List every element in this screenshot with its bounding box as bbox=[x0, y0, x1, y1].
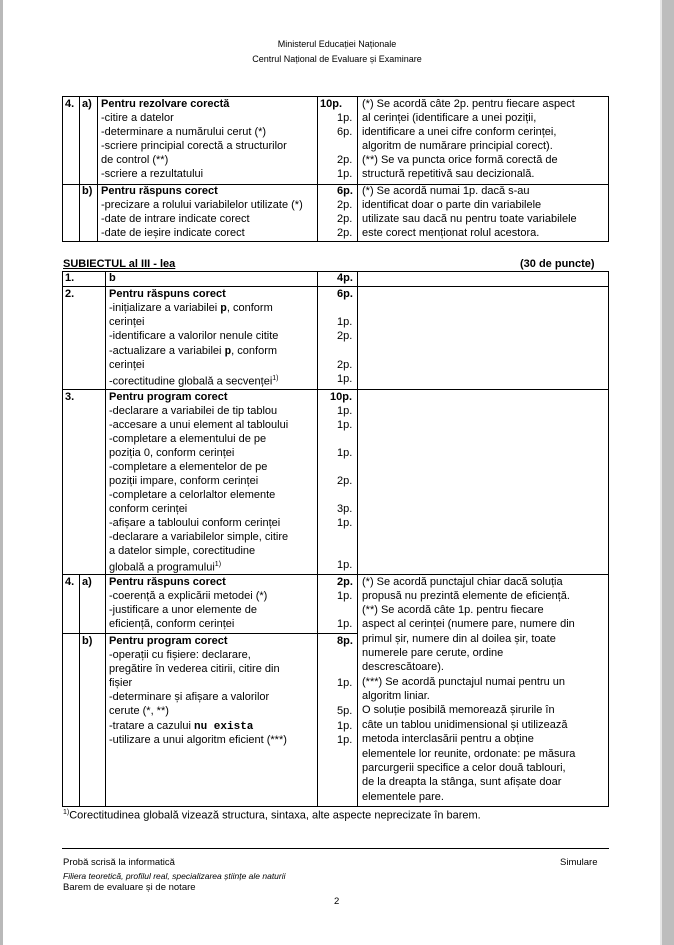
row-sub: a) bbox=[82, 98, 92, 110]
criterion-text bbox=[109, 301, 273, 316]
criterion-points: 1p. bbox=[337, 419, 353, 431]
criterion-text: -determinare și afișare a valorilor bbox=[109, 691, 270, 703]
criterion-points: 2p. bbox=[337, 199, 353, 211]
answer-points: 4p. bbox=[337, 272, 353, 284]
criterion-part: , conform bbox=[226, 302, 273, 314]
note-line: primul șir, numere din al doilea șir, toate bbox=[362, 633, 556, 645]
note-line: utilizate sau dacă nu pentru toate variabilele bbox=[362, 213, 577, 225]
criterion-text: -afișare a tabloului conform cerinței bbox=[109, 517, 281, 529]
footnote-mark: 1) bbox=[63, 809, 70, 816]
criterion-text: -completare a elementului de pe bbox=[109, 433, 267, 445]
page-border-left bbox=[0, 0, 3, 945]
item-title-points: 10p. bbox=[330, 391, 353, 403]
item-title: Pentru răspuns corect bbox=[109, 288, 226, 300]
note-line: O soluție posibilă memorează șirurile în bbox=[362, 704, 555, 716]
criterion-text: -declarare a variabilei de tip tablou bbox=[109, 405, 278, 417]
criterion-text: de control (**) bbox=[101, 154, 169, 166]
criterion-points: 1p. bbox=[337, 734, 353, 746]
criterion-text: -operații cu fișiere: declarare, bbox=[109, 649, 251, 661]
note-line: algoritm de numărare principial corect). bbox=[362, 140, 553, 152]
row-number: 4. bbox=[65, 576, 75, 588]
footer-session: Simulare bbox=[560, 857, 598, 868]
row-sub: a) bbox=[82, 576, 92, 588]
criterion-text: -declarare a variabilelor simple, citire bbox=[109, 531, 289, 543]
note-line: identificat doar o parte din variabilele bbox=[362, 199, 542, 211]
criterion-points: 2p. bbox=[337, 213, 353, 225]
footnote bbox=[63, 806, 481, 823]
criterion-text: a datelor simple, corectitudine bbox=[109, 545, 256, 557]
criterion-points: 1p. bbox=[337, 677, 353, 689]
criterion-text: -completare a elementelor de pe bbox=[109, 461, 268, 473]
row-sub: b) bbox=[82, 185, 93, 197]
criterion-text: cerute (*, **) bbox=[109, 705, 169, 717]
note-line: câte un tablou unidimensional și utilizează bbox=[362, 719, 568, 731]
criterion-points: 1p. bbox=[337, 373, 353, 385]
criterion-part: , conform bbox=[231, 345, 278, 357]
note-line: identificare a unei cifre conform cerinței, bbox=[362, 126, 557, 138]
note-line: (**) Se acordă câte 1p. pentru fiecare bbox=[362, 604, 544, 616]
note-line: aspect al cerinței (numere pare, numere din bbox=[362, 618, 575, 630]
criterion-text: -accesare a unui element al tabloului bbox=[109, 419, 289, 431]
criterion-part: globală a programului bbox=[109, 561, 215, 574]
criterion-points: 1p. bbox=[337, 517, 353, 529]
item-title-points: 6p. bbox=[337, 288, 353, 300]
item-title-points: 2p. bbox=[337, 576, 353, 588]
criterion-text: -determinare a numărului cerut (*) bbox=[101, 126, 267, 138]
note-line: propusă nu prezintă elemente de eficiență. bbox=[362, 590, 570, 602]
note-line: (**) Se va puncta orice formă corectă de bbox=[362, 154, 558, 166]
criterion-text: -scriere principial corectă a structurilor bbox=[101, 140, 287, 152]
criterion-text: -completare a celorlaltor elemente bbox=[109, 489, 276, 501]
subject-title: SUBIECTUL al III - lea bbox=[63, 258, 176, 270]
criterion-points: 1p. bbox=[337, 720, 353, 732]
criterion-points: 3p. bbox=[337, 503, 353, 515]
criterion-text: -identificare a valorilor nenule citite bbox=[109, 330, 279, 342]
note-line: (*) Se acordă numai 1p. dacă s-au bbox=[362, 185, 530, 197]
criterion-text: -justificare a unor elemente de bbox=[109, 604, 257, 616]
criterion-text bbox=[109, 558, 221, 575]
note-line: descrescătoare). bbox=[362, 661, 444, 673]
item-title: Pentru răspuns corect bbox=[109, 576, 226, 588]
criterion-points: 1p. bbox=[337, 316, 353, 328]
item-title: Pentru răspuns corect bbox=[101, 185, 218, 197]
footnote-ref: 1) bbox=[214, 561, 222, 568]
criterion-text: -precizare a rolului variabilelor utilizate (*) bbox=[101, 199, 303, 211]
item-title-points: 10p. bbox=[320, 98, 343, 110]
criterion-part: -inițializare a variabilei bbox=[109, 302, 221, 314]
criterion-text: eficiență, conform cerinței bbox=[109, 618, 235, 630]
criterion-points: 1p. bbox=[337, 168, 353, 180]
criterion-text: -scriere a rezultatului bbox=[101, 168, 204, 180]
criterion-points: 2p. bbox=[337, 154, 353, 166]
criterion-text: -coerență a explicării metodei (*) bbox=[109, 590, 268, 602]
footer-rule bbox=[62, 848, 609, 849]
item-title: Pentru program corect bbox=[109, 391, 228, 403]
code-literal: nu exista bbox=[193, 721, 254, 733]
criterion-text bbox=[109, 344, 277, 359]
code-var: p bbox=[224, 346, 232, 358]
item-title: Pentru program corect bbox=[109, 635, 228, 647]
subject-points: (30 de puncte) bbox=[520, 258, 595, 270]
criterion-text: poziții impare, conform cerinței bbox=[109, 475, 259, 487]
note-line: parcurgerii specifice a celor două tablouri, bbox=[362, 762, 566, 774]
criterion-part: -tratare a cazului bbox=[109, 720, 194, 732]
criterion-points: 2p. bbox=[337, 359, 353, 371]
note-line: numerele pare cerute, ordine bbox=[362, 647, 504, 659]
criterion-part: -actualizare a variabilei bbox=[109, 345, 225, 357]
criterion-points: 1p. bbox=[337, 590, 353, 602]
criterion-text bbox=[109, 372, 279, 389]
criterion-points: 6p. bbox=[337, 126, 353, 138]
item-title: Pentru rezolvare corectă bbox=[101, 98, 230, 110]
criterion-text: cerinței bbox=[109, 359, 145, 371]
note-line: este corect menționat rolul acestora. bbox=[362, 227, 540, 239]
criterion-points: 1p. bbox=[337, 405, 353, 417]
footer-track: Filiera teoretică, profilul real, specializarea științe ale naturii bbox=[63, 871, 286, 881]
note-line: metoda interclasării pentru a obține bbox=[362, 733, 534, 745]
criterion-points: 1p. bbox=[337, 112, 353, 124]
criterion-text: -date de intrare indicate corect bbox=[101, 213, 250, 225]
note-line: al cerinței (identificare a unei poziții, bbox=[362, 112, 537, 124]
criterion-points: 2p. bbox=[337, 227, 353, 239]
item-title-points: 6p. bbox=[337, 185, 353, 197]
note-line: (*) Se acordă câte 2p. pentru fiecare aspect bbox=[362, 98, 575, 110]
footer-exam: Probă scrisă la informatică bbox=[63, 857, 175, 868]
criterion-text: -utilizare a unui algoritm eficient (***) bbox=[109, 734, 287, 746]
criterion-part: -corectitudine globală a secvenței bbox=[109, 375, 273, 388]
criterion-points: 5p. bbox=[337, 705, 353, 717]
criterion-points: 1p. bbox=[337, 447, 353, 459]
row-sub: b) bbox=[82, 635, 93, 647]
row-number: 4. bbox=[65, 98, 75, 110]
criterion-text: -citire a datelor bbox=[101, 112, 174, 124]
header-ministry: Ministerul Educației Naționale bbox=[277, 39, 397, 49]
header-center: Centrul Național de Evaluare și Examinare bbox=[252, 54, 422, 64]
note-line: elementele lor reunite, ordonate: pe măsura bbox=[362, 748, 576, 760]
criterion-text bbox=[109, 719, 253, 734]
criterion-points: 2p. bbox=[337, 475, 353, 487]
note-line: structură repetitivă sau decizională. bbox=[362, 168, 535, 180]
criterion-text: poziția 0, conform cerinței bbox=[109, 447, 235, 459]
note-line: elementele pare. bbox=[362, 791, 444, 803]
answer-text: b bbox=[109, 272, 116, 284]
criterion-points: 2p. bbox=[337, 330, 353, 342]
criterion-points: 1p. bbox=[337, 618, 353, 630]
criterion-text: conform cerinței bbox=[109, 503, 188, 515]
note-line: de la dreapta la stânga, sunt afișate doar bbox=[362, 776, 562, 788]
note-line: (***) Se acordă punctajul numai pentru un bbox=[362, 676, 566, 688]
row-number: 2. bbox=[65, 288, 75, 300]
page-number: 2 bbox=[334, 896, 340, 907]
note-line: algoritm liniar. bbox=[362, 690, 430, 702]
criterion-text: -date de ieșire indicate corect bbox=[101, 227, 245, 239]
row-number: 1. bbox=[65, 272, 75, 284]
row-number: 3. bbox=[65, 391, 75, 403]
item-title-points: 8p. bbox=[337, 635, 353, 647]
note-line: (*) Se acordă punctajul chiar dacă soluția bbox=[362, 576, 563, 588]
footnote-text: Corectitudinea globală vizează structura, sintaxa, alte aspecte neprecizate în barem. bbox=[69, 809, 481, 822]
page-border-right bbox=[662, 0, 674, 945]
criterion-points: 1p. bbox=[337, 559, 353, 571]
criterion-text: pregătire în vederea citirii, citire din bbox=[109, 663, 280, 675]
criterion-text: cerinței bbox=[109, 316, 145, 328]
criterion-text: fișier bbox=[109, 677, 133, 689]
footnote-ref: 1) bbox=[272, 375, 279, 382]
code-var: p bbox=[220, 303, 227, 315]
footer-doc: Barem de evaluare și de notare bbox=[63, 882, 196, 893]
